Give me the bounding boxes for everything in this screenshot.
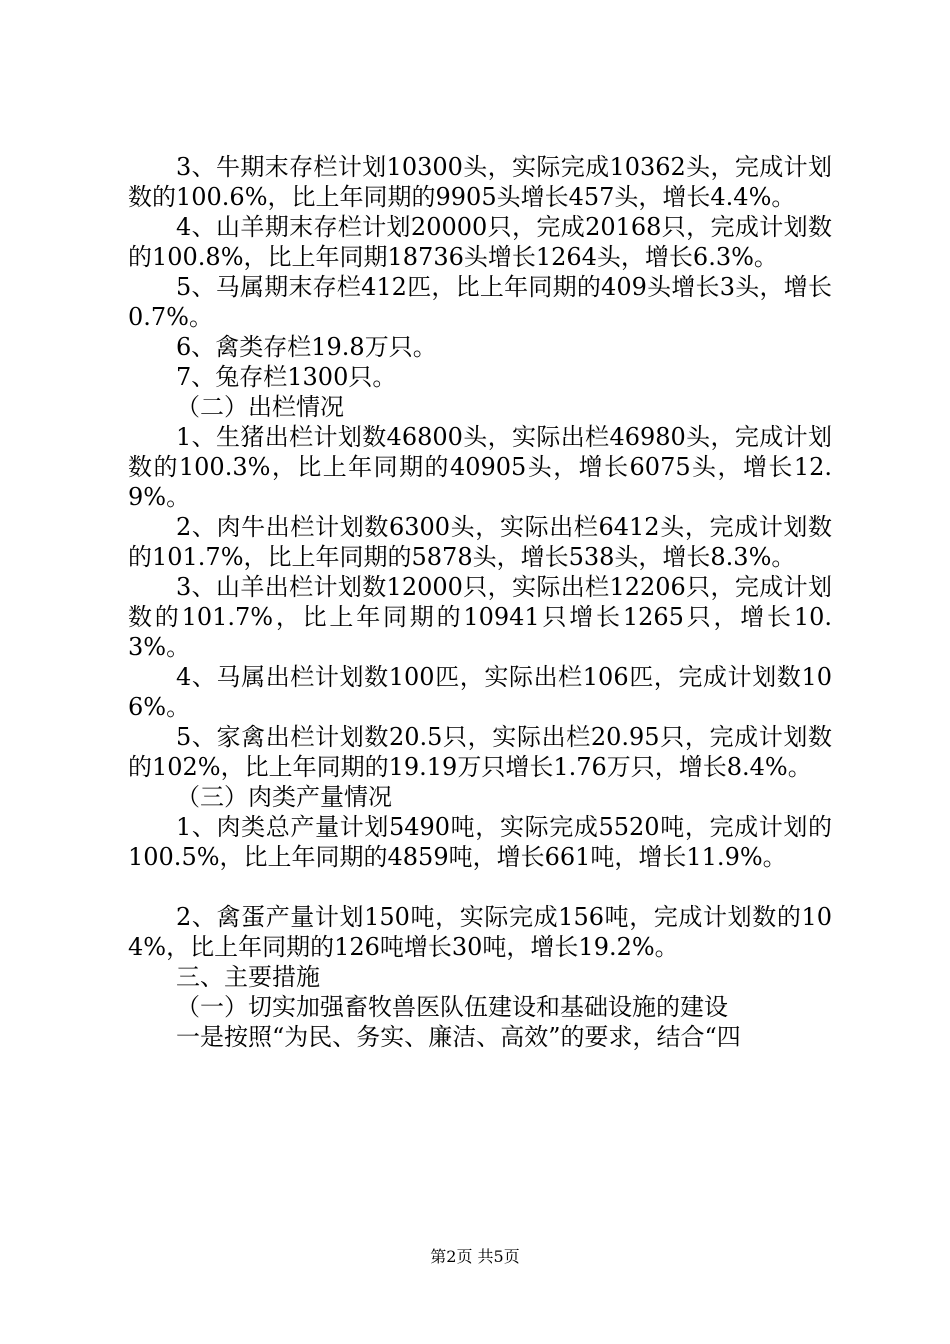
paragraph: 4、马属出栏计划数100匹，实际出栏106匹，完成计划数106%。 (128, 663, 832, 721)
paragraph: 2、禽蛋产量计划150吨，实际完成156吨，完成计划数的104%，比上年同期的126吨增长30吨，增长19.2%。 (128, 903, 832, 961)
paragraph: 5、家禽出栏计划数20.5只，实际出栏20.95只，完成计划数的102%，比上年同期的19.19万只增长1.76万只，增长8.4%。 (128, 723, 832, 781)
section-heading: （三）肉类产量情况 (176, 783, 392, 811)
section-heading: （一）切实加强畜牧兽医队伍建设和基础设施的建设 (176, 993, 728, 1021)
section-heading: 三、主要措施 (176, 963, 320, 991)
paragraph: 一是按照“为民、务实、廉洁、高效”的要求，结合“四 (176, 1023, 741, 1051)
paragraph: 7、兔存栏1300只。 (176, 363, 397, 391)
paragraph: 5、马属期末存栏412匹，比上年同期的409头增长3头，增长0.7%。 (128, 273, 832, 331)
paragraph: 4、山羊期末存栏计划20000只，完成20168只，完成计划数的100.8%，比上年同期18736头增长1264头，增长6.3%。 (128, 213, 832, 271)
document-body (128, 152, 832, 1052)
paragraph: 1、生猪出栏计划数46800头，实际出栏46980头，完成计划数的100.3%，比上年同期的40905头，增长6075头，增长12.9%。 (128, 423, 832, 511)
paragraph: 6、禽类存栏19.8万只。 (176, 333, 437, 361)
paragraph: 1、肉类总产量计划5490吨，实际完成5520吨，完成计划的100.5%，比上年同期的4859吨，增长661吨，增长11.9%。 (128, 813, 832, 871)
paragraph: 2、肉牛出栏计划数6300头，实际出栏6412头，完成计划数的101.7%，比上年同期的5878头，增长538头，增长8.3%。 (128, 513, 832, 571)
paragraph: 3、牛期末存栏计划10300头，实际完成10362头，完成计划数的100.6%，比上年同期的9905头增长457头，增长4.4%。 (128, 153, 832, 211)
page-footer: 第2页 共5页 (430, 1247, 520, 1266)
section-heading: （二）出栏情况 (176, 393, 344, 421)
paragraph: 3、山羊出栏计划数12000只，实际出栏12206只，完成计划数的101.7%，比上年同期的10941只增长1265只，增长10.3%。 (128, 573, 832, 661)
spacer (128, 872, 832, 902)
